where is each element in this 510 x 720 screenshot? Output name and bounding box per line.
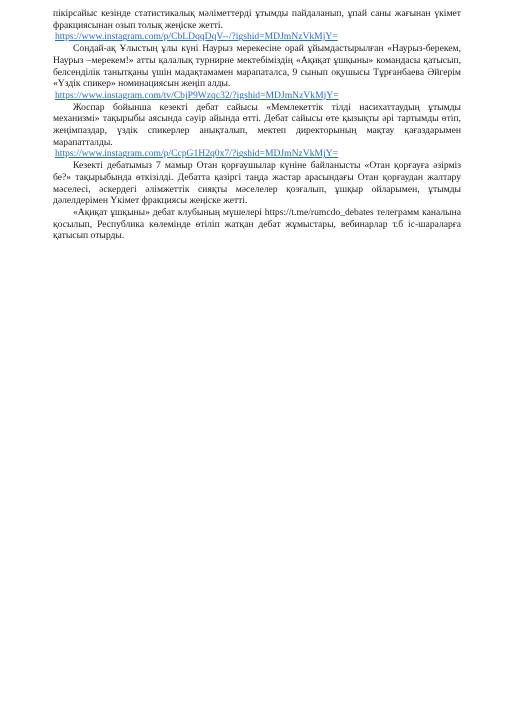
paragraph-intro: пікірсайыс кезінде статистикалық мәліметтерді ұтымды пайдаланып, ұпай саны жағынан үкімет фракциясынан озып толық жеңіске жетті. (53, 8, 461, 31)
paragraph-nauryz: Сондай-ақ Ұлыстың ұлы күні Наурыз мерекесіне орай ұйымдастырылған «Наурыз-берекем, Наурыз –мерекем!» атты қалалық турнирне мектебіміздің «Ақиқат ұшқыны» командасы қатысып, белсенділік танытқаны үшін мадақтамамен марапаталса, 9 сынып оқушысы Тұрғанбаева Әйгерім «Үздік спикер» номинациясын жеңіп алды. (53, 43, 461, 90)
document-body (53, 8, 461, 242)
instagram-link-2[interactable]: https://www.instagram.com/tv/CbjP9Wzqc32/?igshid=MDJmNzVkMjY= (55, 89, 339, 101)
instagram-link-line-1 (53, 31, 461, 43)
paragraph-telegram: «Ақиқат ұшқыны» дебат клубының мүшелері https://t.me/rumcdo_debates телеграмм каналына қосылып, Республика көлемінде өтіліп жатқан дебат жұмыстары, вебинарлар т.б іс-шараларға қатысып отырды. (53, 206, 461, 242)
paragraph-state-language: Жоспар бойынша кезекті дебат сайысы «Мемлекеттік тілді насихаттаудың ұтымды механизмі» тақырыбы аясында сәуір айында өтті. Дебат сайысы өте қызықты әрі тартымды өтіп, жеңімпаздар, үздік спикерлер анықталып, мектеп директорының мақтау қағаздарымен марапатталды. (53, 101, 461, 148)
instagram-link-line-2 (53, 90, 461, 102)
instagram-link-line-3 (53, 148, 461, 160)
paragraph-defenders-day: Кезекті дебатымыз 7 мамыр Отан қорғаушылар күніне байланысты «Отан қорғауға әзірміз бе?» тақырыбында өткізілді. Дебатта қазіргі таңда жастар арасындағы Отан қорғаудан жалтару мәселесі, әскердегі әлімжеттік сияқты мәселелер қозғалып, ұшқыр ойларымен, ұтымды дәлелдерімен Үкімет фракциясы жеңіске жетті. (53, 160, 461, 207)
instagram-link-1[interactable]: https://www.instagram.com/p/CbLDqqDqV--/?igshid=MDJmNzVkMjY= (55, 31, 338, 43)
instagram-link-3[interactable]: https://www.instagram.com/p/CcpG1H2q0x7/?igshid=MDJmNzVkMjY= (55, 148, 339, 160)
